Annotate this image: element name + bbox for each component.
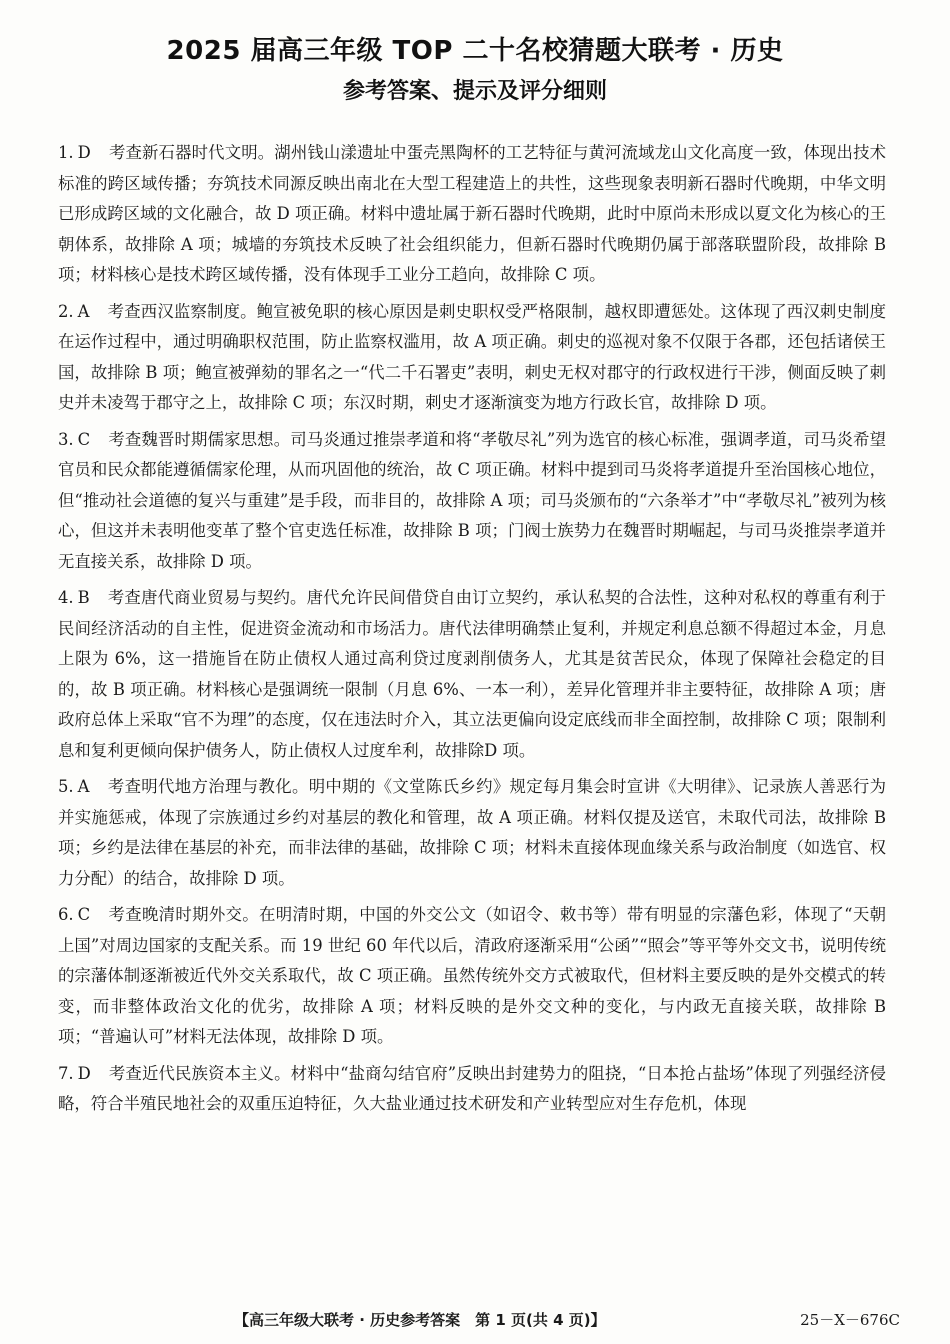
question-number: 2. — [58, 301, 74, 321]
answer-item-2 — [58, 297, 886, 419]
answer-list — [58, 138, 886, 1126]
answer-explanation: 考查唐代商业贸易与契约。唐代允许民间借贷自由订立契约，承认私契的合法性，这种对私权的尊重有利于民间经济活动的自主性，促进资金流动和市场活力。唐代法律明确禁止复利，并规定利息总额不得超过本金，月息上限为 6%，这一措施旨在防止债权人通过高利贷过度剥削债务人，尤其是贫苦民众，体现了保障社会稳定的目的，故 B 项正确。材料核心是强调统一限制（月息 6%、一本一利），差异化管理并非主要特征，故排除 A 项；唐政府总体上采取“官不为理”的态度，仅在违法时介入，其立法更偏向设定底线而非全面控制，故排除 C 项；限制利息和复利更倾向保护债务人，防止债权人过度牟利，故排除D 项。 — [58, 588, 886, 760]
answer-key: B — [77, 588, 90, 607]
answer-key: D — [77, 1063, 91, 1083]
answer-key: A — [77, 301, 90, 321]
answer-key: C — [77, 905, 91, 924]
answer-explanation: 考查晚清时期外交。在明清时期，中国的外交公文（如诏令、敕书等）带有明显的宗藩色彩，体现了“天朝上国”对周边国家的支配关系。而 19 世纪 60 年代以后，清政府逐渐采用“公函”“照会”等平等外交文书，说明传统的宗藩体制逐渐被近代外交关系取代，故 C 项正确。虽然传统外交方式被取代，但材料主要反映的是外交模式的转变，而非整体政治文化的优劣，故排除 A 项；材料反映的是外交文种的变化，与内政无直接关联，故排除 B 项；“普遍认可”材料无法体现，故排除 D 项。 — [58, 905, 886, 1046]
answer-item-5 — [58, 772, 886, 894]
question-number: 7. — [58, 1063, 74, 1083]
answer-item-3 — [58, 425, 886, 578]
answer-item-1 — [58, 138, 886, 291]
answer-item-6 — [58, 900, 886, 1053]
question-number: 4. — [58, 588, 74, 607]
footer-page-info: 【高三年级大联考 · 历史参考答案 第 1 页(共 4 页)】 — [234, 1311, 606, 1329]
page-subtitle: 参考答案、提示及评分细则 — [342, 79, 607, 104]
answer-key: A — [77, 777, 90, 796]
question-number: 1. — [58, 143, 74, 162]
footer-exam-code: 25－X－676C — [800, 1311, 900, 1329]
page-footer — [0, 1305, 950, 1335]
answer-item-4 — [58, 583, 886, 766]
answer-explanation: 考查西汉监察制度。鲍宣被免职的核心原因是刺史职权受严格限制，越权即遭惩处。这体现了西汉刺史制度在运作过程中，通过明确职权范围，防止监察权滥用，故 A 项正确。刺史的巡视对象不仅限于各郡，还包括诸侯王国，故排除 B 项；鲍宣被弹劾的罪名之一“代二千石署吏”表明，刺史无权对郡守的行政权进行干涉，侧面反映了刺史并未凌驾于郡守之上，故排除 C 项；东汉时期，刺史才逐渐演变为地方行政长官，故排除 D 项。 — [58, 301, 886, 412]
answer-explanation: 考查新石器时代文明。湖州钱山漾遗址中蛋壳黑陶杯的工艺特征与黄河流域龙山文化高度一致，体现出技术标准的跨区域传播；夯筑技术同源反映出南北在大型工程建造上的共性，这些现象表明新石器时代晚期，中华文明已形成跨区域的文化融合，故 D 项正确。材料中遗址属于新石器时代晚期，此时中原尚未形成以夏文化为核心的王朝体系，故排除 A 项；城墙的夯筑技术反映了社会组织能力，但新石器时代晚期仍属于部落联盟阶段，故排除 B 项；材料核心是技术跨区域传播，没有体现手工业分工趋向，故排除 C 项。 — [58, 143, 886, 284]
page-title: 2025 届高三年级 TOP 二十名校猜题大联考 · 历史 — [166, 36, 784, 66]
answer-explanation: 考查明代地方治理与教化。明中期的《文堂陈氏乡约》规定每月集会时宣讲《大明律》、记录族人善恶行为并实施惩戒，体现了宗族通过乡约对基层的教化和管理，故 A 项正确。材料仅提及送官，未取代司法，故排除 B 项；乡约是法律在基层的补充，而非法律的基础，故排除 C 项；材料未直接体现血缘关系与政治制度（如选官、权力分配）的结合，故排除 D 项。 — [58, 777, 886, 888]
question-number: 3. — [58, 429, 74, 449]
answer-explanation: 考查魏晋时期儒家思想。司马炎通过推崇孝道和将“孝敬尽礼”列为选官的核心标准，强调孝道，司马炎希望官员和民众都能遵循儒家伦理，从而巩固他的统治，故 C 项正确。材料中提到司马炎将孝道提升至治国核心地位，但“推动社会道德的复兴与重建”是手段，而非目的，故排除 A 项；司马炎颁布的“六条举才”中“孝敬尽礼”被列为核心，但这并未表明他变革了整个官吏选任标准，故排除 B 项；门阀士族势力在魏晋时期崛起，与司马炎推崇孝道并无直接关系，故排除 D 项。 — [58, 429, 886, 571]
answer-key: C — [77, 429, 91, 449]
answer-explanation: 考查近代民族资本主义。材料中“盐商勾结官府”反映出封建势力的阻挠，“日本抢占盐场”体现了列强经济侵略，符合半殖民地社会的双重压迫特征，久大盐业通过技术研发和产业转型应对生存危机，体现 — [58, 1063, 886, 1113]
answer-key: D — [77, 143, 91, 162]
question-number: 6. — [58, 905, 74, 924]
answer-item-7 — [58, 1059, 886, 1120]
question-number: 5. — [58, 777, 74, 796]
